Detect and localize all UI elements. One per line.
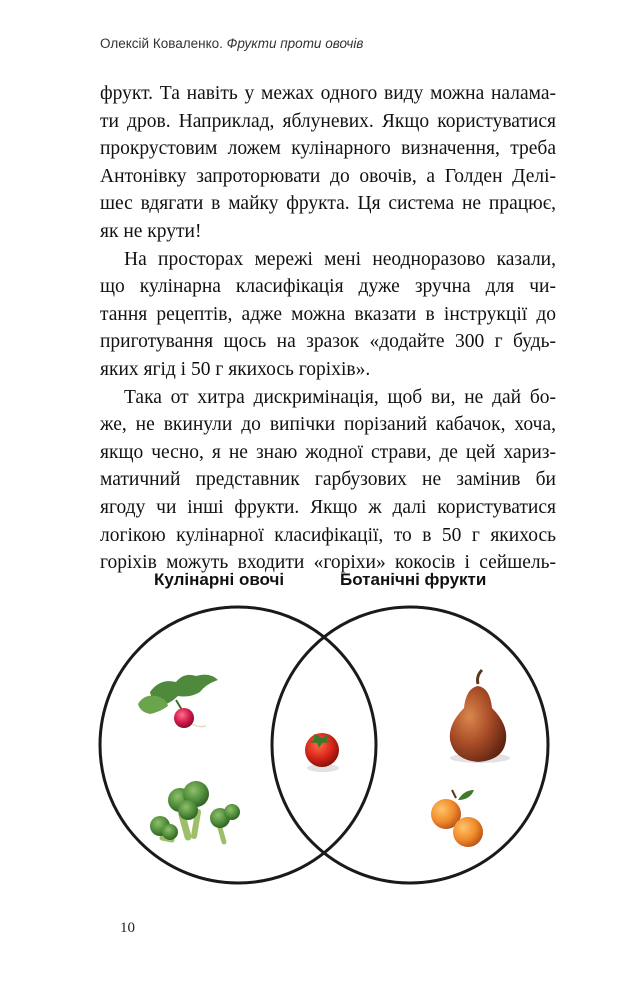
venn-label-culinary-vegetables: Кулінарні овочі <box>154 570 285 589</box>
tomato-icon <box>305 733 339 772</box>
venn-diagram <box>0 600 640 920</box>
text-line: що кулінарна класифікація дуже зручна для чи- <box>100 276 556 298</box>
text-line: фрукт. Та навіть у межах одного виду можна налама- <box>100 83 556 104</box>
apricot-icon <box>431 790 483 847</box>
text-line: яких ягід і 50 г якихось горіхів». <box>100 358 371 380</box>
text-line: як не крути! <box>100 220 202 242</box>
running-head-book-title: Фрукти проти овочів <box>226 36 364 51</box>
broccoli-icon <box>150 781 240 842</box>
text-line: На просторах мережі мені неодноразово казали, <box>124 248 556 270</box>
running-head-author: Олексій Коваленко. <box>100 36 223 51</box>
radish-icon <box>138 675 218 728</box>
text-line: шес вдягати в майку фрукта. Ця система не працює, <box>100 193 556 215</box>
text-line: Така от хитра дискримінація, щоб ви, не дай бо- <box>124 386 556 408</box>
venn-label-botanical-fruits: Ботанічні фрукти <box>340 570 487 589</box>
pear-icon <box>450 670 510 763</box>
text-line: ти дров. Наприклад, яблуневих. Якщо користуватися <box>100 110 556 132</box>
text-line: логікою кулінарної класифікації, то в 50 г якихось <box>100 524 556 546</box>
page-number: 10 <box>120 920 135 936</box>
body-text <box>100 80 556 577</box>
paragraph-3 <box>100 384 556 577</box>
text-line: прокрустовим ложем кулінарного визначення, треба <box>100 138 556 160</box>
paragraph-1 <box>100 80 556 246</box>
text-line: приготування щось на зразок «додайте 300 г будь- <box>100 331 556 353</box>
text-line: якщо чесно, я не знаю жодної страви, де цей хариз- <box>100 441 556 463</box>
paragraph-2 <box>100 246 556 384</box>
text-line: же, не вкинули до випічки порізаний кабачок, хоча, <box>100 414 556 436</box>
text-line: матичний представник гарбузових не замінив би <box>100 469 556 491</box>
text-line: ягоду чи інші фрукти. Якщо ж далі користуватися <box>100 496 556 518</box>
text-line: горіхів можуть входити «горіхи» кокосів і сейшель- <box>100 552 556 574</box>
text-line: тання рецептів, адже можна вказати в інструкції до <box>100 303 556 325</box>
running-head <box>100 36 363 51</box>
text-line: Антонівку запроторювати до овочів, а Голден Делі- <box>100 165 556 187</box>
